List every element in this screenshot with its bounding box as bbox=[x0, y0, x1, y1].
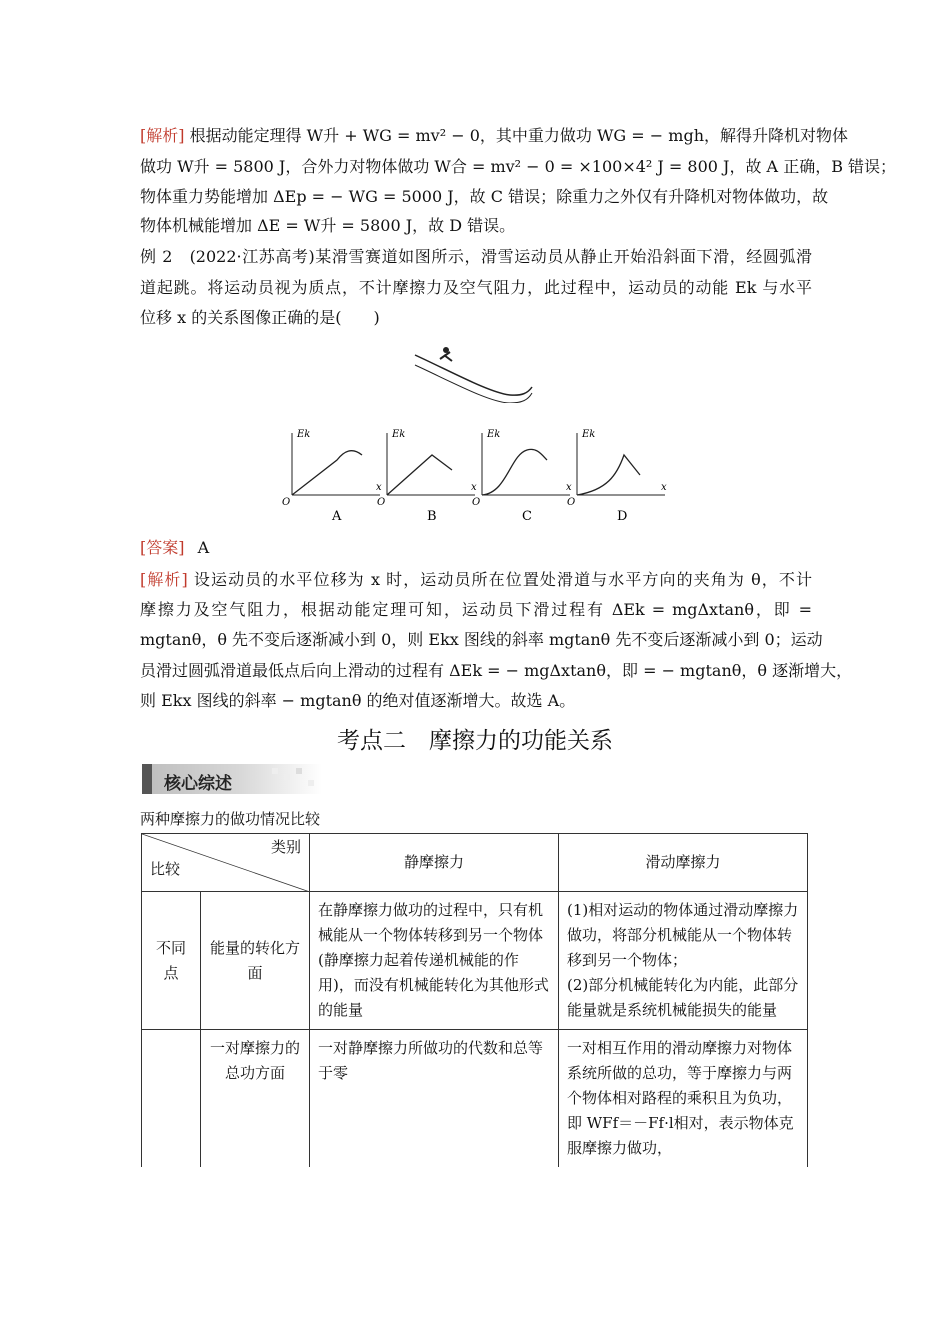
row1-static: 在静摩擦力做功的过程中，只有机械能从一个物体转移到另一个物体(静摩擦力起着传递机械能的作用)，而没有机械能转化为其他形式的能量 bbox=[310, 892, 559, 1030]
graph-a-label: A bbox=[332, 509, 342, 524]
graph-a-origin: O bbox=[282, 497, 291, 508]
graph-c-ylabel: Ek bbox=[487, 429, 501, 440]
analysis2-line3: mgtanθ，θ 先不变后逐渐减小到 0，则 Ekx 图线的斜率 mgtanθ 先不变后逐渐减小到 0；运动 bbox=[140, 630, 823, 649]
row2-sliding: 一对相互作用的滑动摩擦力对物体系统所做的总功，等于摩擦力与两个物体相对路程的乘积且为负功，即 WFf＝－Ff·l相对，表示物体克服摩擦力做功， bbox=[559, 1030, 808, 1168]
answer-line bbox=[140, 538, 812, 558]
graph-b-label: B bbox=[427, 509, 437, 524]
option-graphs bbox=[280, 425, 670, 525]
graph-b-xlabel: x bbox=[471, 482, 477, 493]
row1-sliding bbox=[559, 892, 808, 1030]
graph-d bbox=[567, 429, 667, 524]
table-corner-cell bbox=[142, 834, 310, 892]
comparison-table bbox=[141, 833, 808, 1167]
graph-c-label: C bbox=[522, 509, 532, 524]
analysis1-line2: 做功 W升 = 5800 J，合外力对物体做功 W合 = mv² − 0 = ×100×4² J = 800 J，故 A 正确，B 错误； bbox=[140, 157, 897, 176]
analysis-tag: [解析] bbox=[140, 126, 185, 145]
example2-line1: 例 2 (2022·江苏高考)某滑雪赛道如图所示，滑雪运动员从静止开始沿斜面下滑，经圆弧滑 bbox=[140, 247, 812, 266]
graph-c-xlabel: x bbox=[566, 482, 572, 493]
header-sliding-friction: 滑动摩擦力 bbox=[559, 834, 808, 892]
row2-static: 一对静摩擦力所做功的代数和总等于零 bbox=[310, 1030, 559, 1168]
header-static-friction: 静摩擦力 bbox=[310, 834, 559, 892]
analysis2-tag: [解析] bbox=[140, 570, 188, 589]
graph-d-origin: O bbox=[567, 497, 576, 508]
row2-label: 一对摩擦力的总功方面 bbox=[201, 1030, 310, 1168]
corner-top-label: 类别 bbox=[270, 838, 301, 856]
row1-sliding-point1: (1)相对运动的物体通过滑动摩擦力做功，将部分机械能从一个物体转移到另一个物体； bbox=[567, 901, 799, 969]
graph-d-label: D bbox=[617, 509, 628, 524]
graph-a-xlabel: x bbox=[376, 482, 382, 493]
example2-line2: 道起跳。将运动员视为质点，不计摩擦力及空气阻力，此过程中，运动员的动能 Ek 与水平 bbox=[140, 278, 812, 297]
banner-title: 核心综述 bbox=[164, 774, 232, 794]
section-title: 考点二 摩擦力的功能关系 bbox=[337, 728, 613, 754]
skier-icon bbox=[443, 347, 449, 353]
graph-b-ylabel: Ek bbox=[392, 429, 406, 440]
analysis2-line1 bbox=[140, 570, 812, 590]
row1-sliding-point2: (2)部分机械能转化为内能，此部分能量就是系统机械能损失的能量 bbox=[567, 976, 799, 1019]
core-summary-banner bbox=[142, 762, 322, 796]
graph-d-ylabel: Ek bbox=[582, 429, 596, 440]
answer-tag: [答案] bbox=[140, 538, 185, 557]
group-label: 不同点 bbox=[142, 892, 201, 1030]
graph-b-origin: O bbox=[377, 497, 386, 508]
graph-d-xlabel: x bbox=[661, 482, 667, 493]
corner-bottom-label: 比较 bbox=[150, 860, 181, 878]
ski-track-figure bbox=[410, 343, 540, 403]
graph-b bbox=[377, 429, 477, 524]
analysis2-line5: 则 Ekx 图线的斜率 − mgtanθ 的绝对值逐渐增大。故选 A。 bbox=[140, 691, 576, 710]
analysis1-line3: 物体重力势能增加 ΔEp = − WG = 5000 J，故 C 错误；除重力之外仅有升降机对物体做功，故 bbox=[140, 187, 829, 206]
analysis2-line2: 摩擦力及空气阻力，根据动能定理可知，运动员下滑过程有 ΔEk = mgΔxtanθ，即 = bbox=[140, 600, 812, 619]
analysis2-text-1: 设运动员的水平位移为 x 时，运动员所在位置处滑道与水平方向的夹角为 θ，不计 bbox=[193, 570, 812, 589]
analysis1-line4: 物体机械能增加 ΔE = W升 = 5800 J，故 D 错误。 bbox=[140, 216, 516, 235]
graph-a bbox=[282, 429, 382, 524]
analysis1-text-1: 根据动能定理得 W升 + WG = mv² − 0，其中重力做功 WG = − mgh，解得升降机对物体 bbox=[189, 126, 848, 145]
example2-line3: 位移 x 的关系图像正确的是( ) bbox=[140, 308, 380, 327]
row1-label: 能量的转化方面 bbox=[201, 892, 310, 1030]
graph-c-origin: O bbox=[472, 497, 481, 508]
graph-a-ylabel: Ek bbox=[297, 429, 311, 440]
analysis1-line1 bbox=[140, 126, 848, 146]
table-title: 两种摩擦力的做功情况比较 bbox=[140, 810, 321, 828]
answer-value: A bbox=[197, 538, 210, 557]
analysis2-line4: 员滑过圆弧滑道最低点后向上滑动的过程有 ΔEk = − mgΔxtanθ，即 = − mgtanθ，θ 逐渐增大， bbox=[140, 661, 853, 680]
graph-c bbox=[472, 429, 572, 524]
